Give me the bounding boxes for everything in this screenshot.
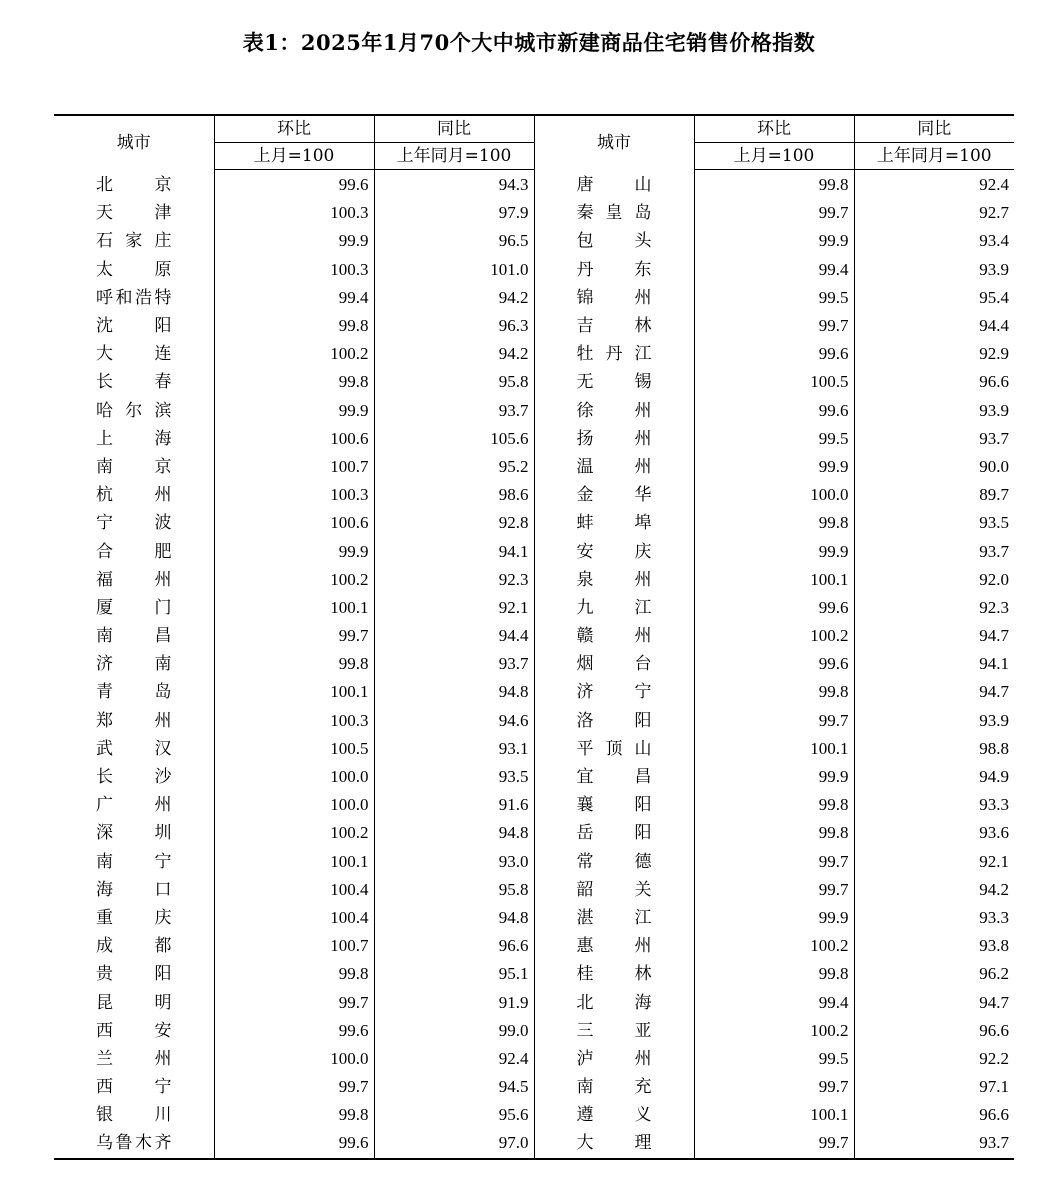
city-name-right: 秦 皇 岛	[534, 199, 694, 227]
city-name-right: 丹 东	[534, 256, 694, 284]
mom-value-left: 100.1	[214, 594, 374, 622]
yoy-value-left: 94.3	[374, 170, 534, 200]
mom-value-right: 99.9	[694, 763, 854, 791]
mom-value-left: 99.9	[214, 397, 374, 425]
yoy-value-right: 93.6	[854, 819, 1014, 847]
yoy-value-left: 94.2	[374, 284, 534, 312]
city-name-right: 温 州	[534, 453, 694, 481]
city-name-right: 南 充	[534, 1073, 694, 1101]
yoy-value-left: 95.1	[374, 960, 534, 988]
yoy-value-left: 105.6	[374, 425, 534, 453]
city-name-left: 南 京	[96, 456, 172, 477]
yoy-value-right: 89.7	[854, 481, 1014, 509]
mom-header-left: 环比	[214, 115, 374, 143]
yoy-value-left: 91.9	[374, 988, 534, 1016]
yoy-value-right: 93.4	[854, 227, 1014, 255]
mom-value-left: 100.0	[214, 1045, 374, 1073]
city-name-right: 岳 阳	[534, 819, 694, 847]
mom-value-left: 99.9	[214, 227, 374, 255]
city-name-left: 海 口	[96, 879, 172, 900]
mom-value-left: 99.6	[214, 170, 374, 200]
table-row	[54, 904, 1014, 932]
mom-value-left: 99.8	[214, 960, 374, 988]
yoy-value-left: 93.5	[374, 763, 534, 791]
mom-value-right: 100.2	[694, 622, 854, 650]
mom-value-right: 99.9	[694, 227, 854, 255]
city-name-left: 福 州	[96, 569, 172, 590]
table-row	[54, 594, 1014, 622]
table-row	[54, 735, 1014, 763]
mom-base-right: 上月=100	[694, 143, 854, 170]
city-name-right: 安 庆	[534, 537, 694, 565]
table-row	[54, 650, 1014, 678]
table-body	[54, 170, 1014, 1159]
mom-value-right: 99.7	[694, 876, 854, 904]
city-name-right: 锦 州	[534, 284, 694, 312]
yoy-value-left: 92.4	[374, 1045, 534, 1073]
mom-value-left: 100.0	[214, 763, 374, 791]
table-row	[54, 481, 1014, 509]
mom-value-right: 100.5	[694, 368, 854, 396]
mom-value-right: 99.8	[694, 678, 854, 706]
mom-value-right: 99.7	[694, 199, 854, 227]
mom-value-left: 100.7	[214, 932, 374, 960]
city-name-left: 沈 阳	[96, 316, 172, 337]
mom-value-right: 99.5	[694, 425, 854, 453]
city-name-right: 湛 江	[534, 904, 694, 932]
city-name-right: 韶 关	[534, 876, 694, 904]
yoy-value-right: 94.7	[854, 988, 1014, 1016]
city-name-right: 洛 阳	[534, 707, 694, 735]
yoy-value-right: 96.6	[854, 1017, 1014, 1045]
city-name-right: 平 顶 山	[534, 735, 694, 763]
mom-value-right: 99.9	[694, 453, 854, 481]
yoy-value-right: 94.7	[854, 622, 1014, 650]
mom-value-left: 100.3	[214, 199, 374, 227]
yoy-value-right: 94.7	[854, 678, 1014, 706]
yoy-value-right: 93.9	[854, 707, 1014, 735]
city-name-left: 银 川	[96, 1105, 172, 1126]
yoy-value-left: 95.6	[374, 1101, 534, 1129]
city-name-left: 南 宁	[96, 851, 172, 872]
city-header-left: 城市	[54, 115, 214, 170]
yoy-value-right: 92.2	[854, 1045, 1014, 1073]
city-name-left: 兰 州	[96, 1048, 172, 1069]
mom-value-right: 100.0	[694, 481, 854, 509]
mom-value-right: 99.4	[694, 988, 854, 1016]
price-index-table	[54, 114, 1014, 1160]
mom-value-right: 99.7	[694, 1129, 854, 1158]
city-name-right: 无 锡	[534, 368, 694, 396]
mom-value-right: 100.1	[694, 566, 854, 594]
mom-value-left: 100.2	[214, 819, 374, 847]
city-name-right: 烟 台	[534, 650, 694, 678]
yoy-value-left: 94.8	[374, 678, 534, 706]
table-row	[54, 227, 1014, 255]
mom-value-right: 99.9	[694, 904, 854, 932]
mom-value-left: 99.6	[214, 1129, 374, 1158]
yoy-value-right: 94.4	[854, 312, 1014, 340]
yoy-value-left: 93.1	[374, 735, 534, 763]
yoy-value-left: 97.0	[374, 1129, 534, 1158]
yoy-value-right: 92.4	[854, 170, 1014, 200]
yoy-value-right: 93.9	[854, 256, 1014, 284]
yoy-value-right: 94.9	[854, 763, 1014, 791]
table-row	[54, 566, 1014, 594]
city-name-right: 九 江	[534, 594, 694, 622]
yoy-value-right: 92.9	[854, 340, 1014, 368]
city-name-right: 扬 州	[534, 425, 694, 453]
table-row	[54, 509, 1014, 537]
mom-value-right: 99.7	[694, 707, 854, 735]
city-name-left: 天 津	[96, 203, 172, 224]
yoy-value-left: 93.0	[374, 848, 534, 876]
mom-value-right: 99.6	[694, 650, 854, 678]
city-name-right: 泸 州	[534, 1045, 694, 1073]
city-name-right: 襄 阳	[534, 791, 694, 819]
city-name-left: 石 家 庄	[96, 231, 172, 252]
yoy-value-right: 96.6	[854, 368, 1014, 396]
city-name-right: 金 华	[534, 481, 694, 509]
city-name-left: 昆 明	[96, 992, 172, 1013]
mom-value-right: 99.5	[694, 1045, 854, 1073]
mom-value-right: 99.5	[694, 284, 854, 312]
city-name-right: 宜 昌	[534, 763, 694, 791]
yoy-value-right: 92.1	[854, 848, 1014, 876]
yoy-value-right: 92.0	[854, 566, 1014, 594]
yoy-value-right: 93.7	[854, 425, 1014, 453]
mom-value-left: 100.0	[214, 791, 374, 819]
mom-value-left: 99.7	[214, 1073, 374, 1101]
mom-value-left: 99.8	[214, 650, 374, 678]
city-name-right: 常 德	[534, 848, 694, 876]
city-name-right: 吉 林	[534, 312, 694, 340]
mom-value-left: 100.3	[214, 481, 374, 509]
table-row	[54, 622, 1014, 650]
mom-value-right: 99.8	[694, 509, 854, 537]
city-name-right: 大 理	[534, 1129, 694, 1158]
table-row	[54, 819, 1014, 847]
city-name-left: 深 圳	[96, 823, 172, 844]
city-name-left: 郑 州	[96, 710, 172, 731]
mom-value-left: 100.2	[214, 566, 374, 594]
table-row	[54, 791, 1014, 819]
city-name-left: 厦 门	[96, 597, 172, 618]
table-row	[54, 425, 1014, 453]
mom-value-right: 100.1	[694, 735, 854, 763]
city-name-right: 北 海	[534, 988, 694, 1016]
yoy-value-right: 90.0	[854, 453, 1014, 481]
mom-value-left: 100.6	[214, 509, 374, 537]
mom-value-right: 99.8	[694, 819, 854, 847]
city-name-left: 乌 鲁 木 齐	[54, 1129, 214, 1158]
yoy-value-right: 93.8	[854, 932, 1014, 960]
mom-value-left: 100.7	[214, 453, 374, 481]
city-name-right: 赣 州	[534, 622, 694, 650]
city-name-left: 南 昌	[96, 626, 172, 647]
mom-value-left: 100.1	[214, 848, 374, 876]
yoy-value-left: 95.8	[374, 876, 534, 904]
table-row	[54, 312, 1014, 340]
yoy-value-right: 93.9	[854, 397, 1014, 425]
table-row	[54, 876, 1014, 904]
table-row	[54, 1045, 1014, 1073]
yoy-value-left: 93.7	[374, 397, 534, 425]
city-name-left: 呼 和 浩 特	[96, 287, 172, 308]
city-name-right: 遵 义	[534, 1101, 694, 1129]
mom-value-left: 99.7	[214, 988, 374, 1016]
mom-value-right: 99.6	[694, 397, 854, 425]
mom-value-left: 99.6	[214, 1017, 374, 1045]
yoy-value-right: 97.1	[854, 1073, 1014, 1101]
table-row	[54, 1073, 1014, 1101]
yoy-value-right: 93.3	[854, 904, 1014, 932]
yoy-value-left: 92.1	[374, 594, 534, 622]
table-row	[54, 848, 1014, 876]
table-title: 表1：2025年1月70个大中城市新建商品住宅销售价格指数	[242, 30, 816, 55]
yoy-value-right: 92.7	[854, 199, 1014, 227]
city-name-left: 西 安	[96, 1020, 172, 1041]
yoy-value-left: 94.8	[374, 819, 534, 847]
yoy-value-left: 96.3	[374, 312, 534, 340]
mom-value-left: 99.9	[214, 537, 374, 565]
mom-value-right: 99.6	[694, 594, 854, 622]
city-name-right: 唐 山	[534, 170, 694, 200]
city-name-left: 青 岛	[96, 682, 172, 703]
city-name-right: 牡 丹 江	[534, 340, 694, 368]
yoy-base-right: 上年同月=100	[854, 143, 1014, 170]
table-row	[54, 678, 1014, 706]
city-name-left: 上 海	[96, 428, 172, 449]
yoy-header-left: 同比	[374, 115, 534, 143]
yoy-value-left: 95.8	[374, 368, 534, 396]
yoy-value-left: 96.5	[374, 227, 534, 255]
mom-value-right: 100.1	[694, 1101, 854, 1129]
table-row	[54, 170, 1014, 200]
yoy-value-right: 93.3	[854, 791, 1014, 819]
mom-value-left: 100.2	[214, 340, 374, 368]
city-name-right: 济 宁	[534, 678, 694, 706]
city-name-right: 惠 州	[534, 932, 694, 960]
yoy-value-left: 94.6	[374, 707, 534, 735]
mom-value-left: 99.8	[214, 368, 374, 396]
table-row	[54, 397, 1014, 425]
mom-value-right: 99.4	[694, 256, 854, 284]
mom-value-left: 100.4	[214, 904, 374, 932]
yoy-value-right: 95.4	[854, 284, 1014, 312]
yoy-value-right: 93.7	[854, 537, 1014, 565]
table-row	[54, 453, 1014, 481]
mom-value-left: 99.7	[214, 622, 374, 650]
city-name-left: 重 庆	[96, 907, 172, 928]
yoy-value-left: 94.2	[374, 340, 534, 368]
table-row	[54, 537, 1014, 565]
yoy-value-left: 94.4	[374, 622, 534, 650]
mom-value-right: 99.7	[694, 312, 854, 340]
yoy-value-left: 92.3	[374, 566, 534, 594]
mom-value-left: 99.8	[214, 1101, 374, 1129]
table-row	[54, 284, 1014, 312]
mom-value-right: 99.7	[694, 1073, 854, 1101]
mom-value-left: 100.4	[214, 876, 374, 904]
mom-value-right: 100.2	[694, 1017, 854, 1045]
mom-value-left: 100.3	[214, 707, 374, 735]
yoy-value-left: 94.8	[374, 904, 534, 932]
mom-value-left: 100.5	[214, 735, 374, 763]
table-row	[54, 340, 1014, 368]
table-row	[54, 199, 1014, 227]
table-row	[54, 1017, 1014, 1045]
mom-value-left: 100.3	[214, 256, 374, 284]
city-name-right: 三 亚	[534, 1017, 694, 1045]
table-row	[54, 1129, 1014, 1158]
city-name-left: 合 肥	[96, 541, 172, 562]
city-name-left: 哈 尔 滨	[96, 400, 172, 421]
city-header-right: 城市	[534, 115, 694, 170]
mom-value-right: 100.2	[694, 932, 854, 960]
mom-value-right: 99.8	[694, 960, 854, 988]
city-name-right: 蚌 埠	[534, 509, 694, 537]
mom-value-left: 99.4	[214, 284, 374, 312]
city-name-left: 太 原	[96, 259, 172, 280]
city-name-left: 成 都	[96, 936, 172, 957]
yoy-value-right: 94.1	[854, 650, 1014, 678]
city-name-left: 宁 波	[96, 513, 172, 534]
mom-value-right: 99.8	[694, 170, 854, 200]
yoy-value-right: 96.2	[854, 960, 1014, 988]
city-name-right: 泉 州	[534, 566, 694, 594]
table-row	[54, 932, 1014, 960]
mom-value-right: 99.9	[694, 537, 854, 565]
yoy-value-left: 92.8	[374, 509, 534, 537]
mom-value-left: 100.6	[214, 425, 374, 453]
mom-base-left: 上月=100	[214, 143, 374, 170]
yoy-base-left: 上年同月=100	[374, 143, 534, 170]
city-name-left: 贵 阳	[96, 964, 172, 985]
yoy-value-right: 92.3	[854, 594, 1014, 622]
yoy-value-left: 99.0	[374, 1017, 534, 1045]
yoy-value-left: 91.6	[374, 791, 534, 819]
mom-header-right: 环比	[694, 115, 854, 143]
mom-value-left: 99.8	[214, 312, 374, 340]
city-name-left: 北 京	[96, 174, 172, 195]
yoy-value-right: 98.8	[854, 735, 1014, 763]
yoy-value-left: 96.6	[374, 932, 534, 960]
table-row	[54, 1101, 1014, 1129]
city-name-left: 西 宁	[96, 1077, 172, 1098]
city-name-left: 武 汉	[96, 738, 172, 759]
yoy-value-left: 95.2	[374, 453, 534, 481]
mom-value-left: 100.1	[214, 678, 374, 706]
city-name-left: 长 沙	[96, 767, 172, 788]
table-row	[54, 256, 1014, 284]
mom-value-right: 99.8	[694, 791, 854, 819]
mom-value-right: 99.6	[694, 340, 854, 368]
city-name-right: 徐 州	[534, 397, 694, 425]
table-row	[54, 960, 1014, 988]
city-name-left: 济 南	[96, 654, 172, 675]
city-name-right: 包 头	[534, 227, 694, 255]
yoy-value-left: 101.0	[374, 256, 534, 284]
table-row	[54, 368, 1014, 396]
yoy-value-left: 94.5	[374, 1073, 534, 1101]
city-name-left: 广 州	[96, 795, 172, 816]
table-row	[54, 763, 1014, 791]
yoy-header-right: 同比	[854, 115, 1014, 143]
mom-value-right: 99.7	[694, 848, 854, 876]
yoy-value-right: 94.2	[854, 876, 1014, 904]
city-name-right: 桂 林	[534, 960, 694, 988]
yoy-value-left: 94.1	[374, 537, 534, 565]
yoy-value-left: 97.9	[374, 199, 534, 227]
city-name-left: 杭 州	[96, 485, 172, 506]
yoy-value-right: 93.5	[854, 509, 1014, 537]
city-name-left: 长 春	[96, 372, 172, 393]
yoy-value-right: 96.6	[854, 1101, 1014, 1129]
yoy-value-left: 93.7	[374, 650, 534, 678]
table-row	[54, 988, 1014, 1016]
yoy-value-right: 93.7	[854, 1129, 1014, 1158]
yoy-value-left: 98.6	[374, 481, 534, 509]
city-name-left: 大 连	[96, 344, 172, 365]
table-row	[54, 707, 1014, 735]
